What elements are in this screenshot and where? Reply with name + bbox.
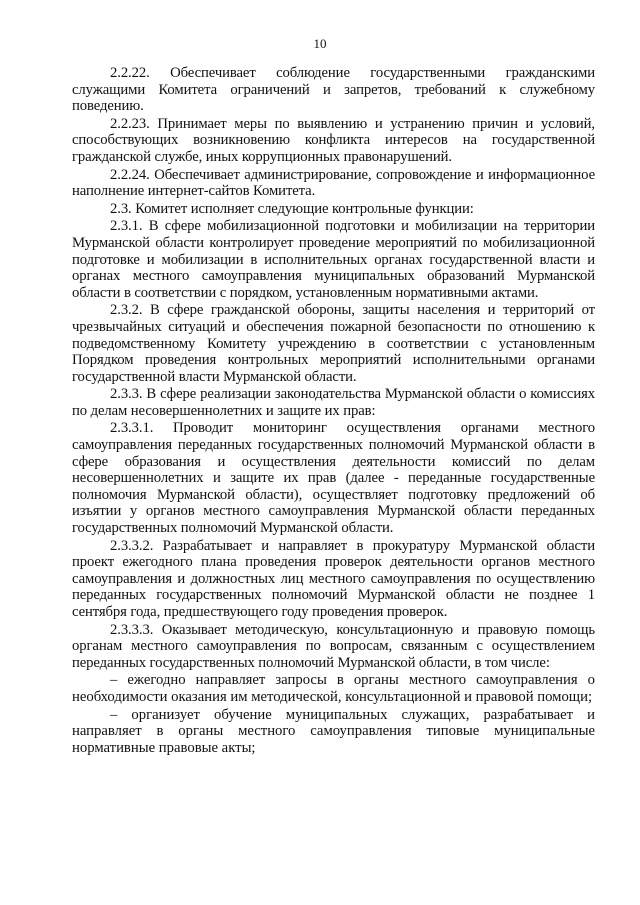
document-body — [72, 65, 595, 757]
paragraph-2-2-24: 2.2.24. Обеспечивает администрирование, сопровождение и информационное наполнение интернет-сайтов Комитета. — [72, 166, 595, 200]
paragraph-2-2-22: 2.2.22. Обеспечивает соблюдение государственными гражданскими служащими Комитета ограничений и запретов, требований к служебному поведению. — [72, 65, 595, 115]
page-number: 10 — [313, 36, 327, 51]
paragraph-2-2-23: 2.2.23. Принимает меры по выявлению и устранению причин и условий, способствующих возникновению конфликта интересов на государственной гражданской службе, иных коррупционных правонарушений. — [72, 115, 595, 165]
paragraph-2-3-3: 2.3.3. В сфере реализации законодательства Мурманской области о комиссиях по делам несовершеннолетних и защите их прав: — [72, 386, 595, 419]
paragraph-2-3-3-2: 2.3.3.2. Разрабатывает и направляет в прокуратуру Мурманской области проект ежегодного плана проведения проверок деятельности органов местного самоуправления и должностных лиц местного самоуправления по осуществлению переданных государственных полномочий Мурманской области не позднее 1 сентября года, предшествующего году проведения проверок. — [72, 537, 595, 620]
paragraph-2-3-1: 2.3.1. В сфере мобилизационной подготовки и мобилизации на территории Мурманской области контролирует проведение мероприятий по мобилизационной подготовке и мобилизации в исполнительных органах государственной власти и органах местного самоуправления муниципальных образований Мурманской области в соответствии с порядком, установленным нормативными актами. — [72, 218, 595, 301]
list-item: – организует обучение муниципальных служащих, разрабатывает и направляет в органы местного самоуправления типовые муниципальные нормативные правовые акты; — [72, 706, 595, 756]
paragraph-2-3: 2.3. Комитет исполняет следующие контрольные функции: — [110, 200, 474, 217]
paragraph-2-3-3-1: 2.3.3.1. Проводит мониторинг осуществления органами местного самоуправления переданных государственных полномочий Мурманской области в сфере образования и осуществления деятельности комиссий по делам несовершеннолетних и защите их прав (далее - переданные государственные полномочия Мурманской области), осуществляет подготовку предложений об изъятии у органов местного самоуправления Мурманской области переданных государственных полномочий Мурманской области. — [72, 420, 595, 537]
list-item: – ежегодно направляет запросы в органы местного самоуправления о необходимости оказания им методической, консультационной и правовой помощи; — [72, 672, 595, 705]
paragraph-2-3-3-3: 2.3.3.3. Оказывает методическую, консультационную и правовую помощь органам местного самоуправления по вопросам, связанным с осуществлением переданных государственных полномочий Мурманской области, в том числе: — [72, 621, 595, 671]
paragraph-2-3-2: 2.3.2. В сфере гражданской обороны, защиты населения и территорий от чрезвычайных ситуаций и обеспечения пожарной безопасности по отношению к подведомственному Комитету учреждению в соответствии с установленным Порядком проведения контрольных мероприятий исполнительными органами государственной власти Мурманской области. — [72, 302, 595, 385]
